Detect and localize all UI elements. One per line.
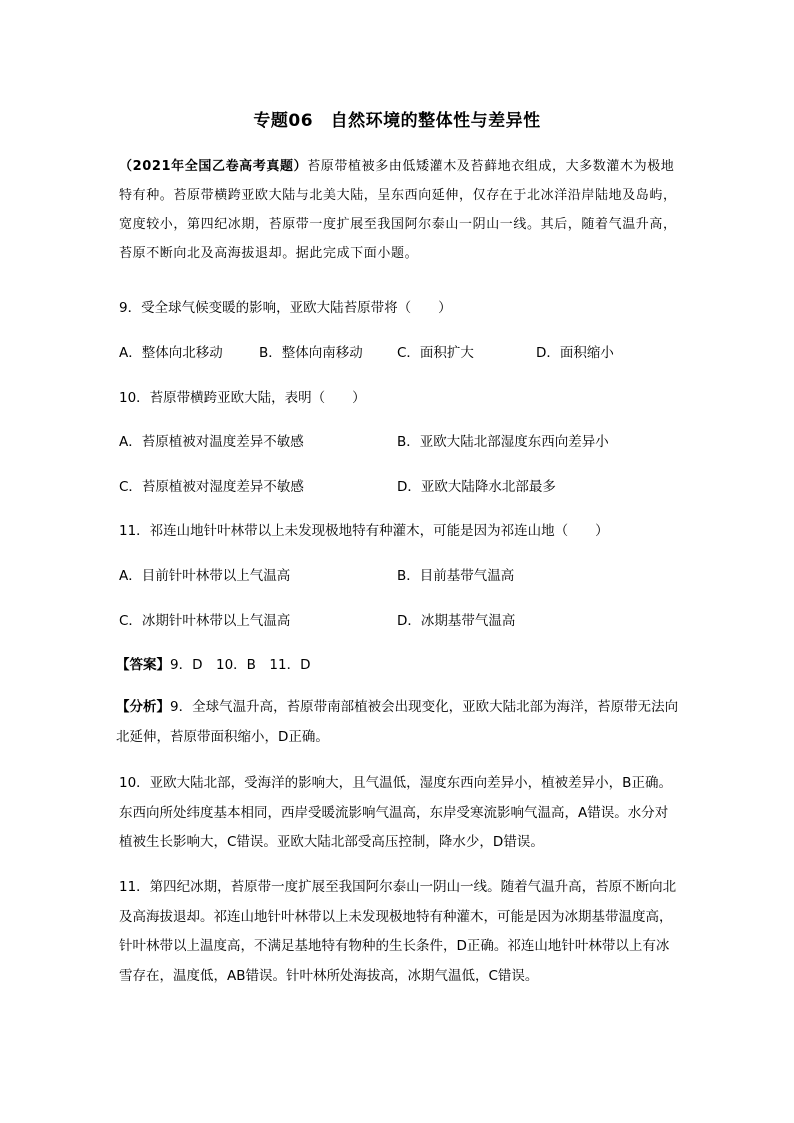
- q9-option-d: D．面积缩小: [536, 345, 614, 361]
- q11-option-b: B．目前基带气温高: [397, 568, 515, 584]
- q10-option-b: B．亚欧大陆北部湿度东西向差异小: [397, 434, 609, 450]
- q10-option-d: D．亚欧大陆降水北部最多: [397, 479, 556, 495]
- intro-text: 苔原带植被多由低矮灌木及苔藓地衣组成，大多数灌木为极地特有种。苔原带横跨亚欧大陆与北美大陆，呈东西向延伸，仅存在于北冰洋沿岸陆地及岛屿，宽度较小，第四纪冰期，苔原带一度扩展至我国阿尔泰山一阴山一线。其后，随着气温升高，苔原不断向北及高海拔退却。据此完成下面小题。: [119, 159, 677, 261]
- intro-source: （2021年全国乙卷高考真题）: [119, 159, 308, 174]
- q9-option-b: B．整体向南移动: [259, 345, 363, 361]
- analysis-q10: 10．亚欧大陆北部，受海洋的影响大，且气温低，湿度东西向差异小，植被差异小，B正确。东西向所处纬度基本相同，西岸受暖流影响气温高，东岸受寒流影响气温高，A错误。水分对植被生长影响大，C错误。亚欧大陆北部受高压控制，降水少，D错误。: [119, 775, 672, 850]
- q10-option-a: A．苔原植被对温度差异不敏感: [119, 434, 304, 450]
- q9-stem: 9．受全球气候变暖的影响，亚欧大陆苔原带将（ ）: [119, 300, 452, 316]
- q9-option-c: C．面积扩大: [397, 345, 474, 361]
- q10-stem: 10．苔原带横跨亚欧大陆，表明（ ）: [119, 390, 366, 406]
- q10-option-c: C．苔原植被对湿度差异不敏感: [119, 479, 304, 495]
- analysis-label: 【分析】: [116, 699, 170, 715]
- q11-option-a: A．目前针叶林带以上气温高: [119, 568, 291, 584]
- answer-text: 9．D 10．B 11．D: [170, 657, 311, 673]
- q9-option-a: A．整体向北移动: [119, 345, 223, 361]
- analysis-q9-text: 9．全球气温升高，苔原带南部植被会出现变化，亚欧大陆北部为海洋，苔原带无法向北延伸，苔原带面积缩小，D正确。: [116, 699, 679, 745]
- q11-stem: 11．祁连山地针叶林带以上未发现极地特有种灌木，可能是因为祁连山地（ ）: [119, 523, 609, 539]
- analysis-q9: [116, 693, 681, 752]
- intro-paragraph: [119, 152, 679, 268]
- answer-line: [116, 653, 311, 673]
- q11-option-c: C．冰期针叶林带以上气温高: [119, 613, 291, 629]
- analysis-q11: 11．第四纪冰期，苔原带一度扩展至我国阿尔泰山一阴山一线。随着气温升高，苔原不断向北及高海拔退却。祁连山地针叶林带以上未发现极地特有种灌木，可能是因为冰期基带温度高，针叶林带以上温度高，不满足基地特有物种的生长条件，D正确。祁连山地针叶林带以上有冰雪存在，温度低，AB错误。针叶林所处海拔高，冰期气温低，C错误。: [119, 879, 677, 984]
- q11-option-d: D．冰期基带气温高: [397, 613, 516, 629]
- page-title: 专题06 自然环境的整体性与差异性: [253, 111, 541, 131]
- answer-label: 【答案】: [116, 657, 170, 673]
